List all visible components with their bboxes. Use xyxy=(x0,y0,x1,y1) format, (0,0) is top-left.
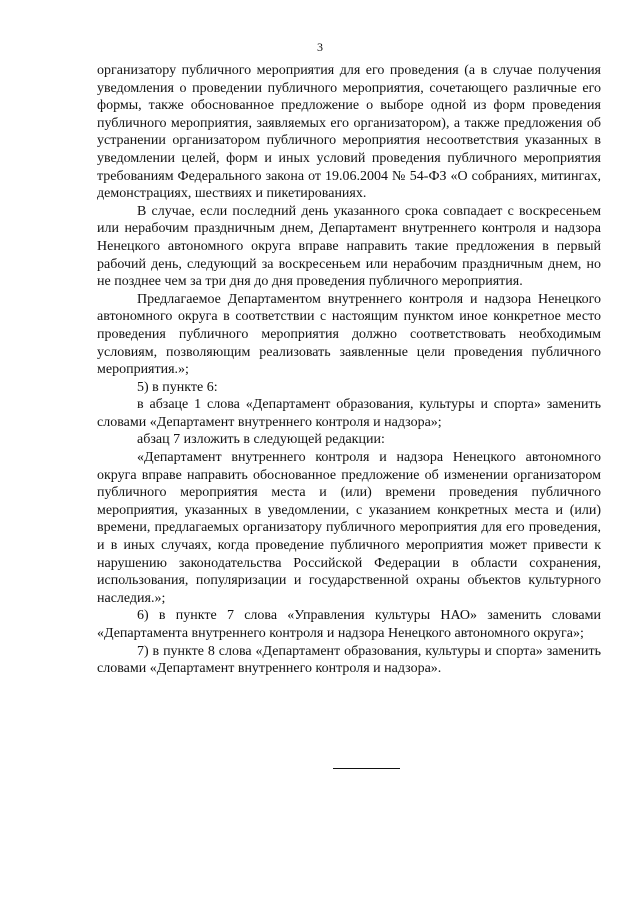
paragraph-deadline: В случае, если последний день указанного срока совпадает с воскресеньем или нерабочим праздничным днем, Департамент внутреннего контроля и надзора Ненецкого автономного округа вправе направить такие предложения в первый рабочий день, следующий за воскресеньем или нерабочим праздничным днем, но не позднее чем за три дня до дня проведения публичного мероприятия. xyxy=(97,203,601,290)
paragraph-item-5: 5) в пункте 6: xyxy=(137,379,218,395)
document-body xyxy=(97,62,601,678)
paragraph-item-5-abzac-1: в абзаце 1 слова «Департамент образования, культуры и спорта» заменить словами «Департамент внутреннего контроля и надзора»; xyxy=(97,397,601,430)
paragraph-item-7: 7) в пункте 8 слова «Департамент образования, культуры и спорта» заменить словами «Департамент внутреннего контроля и надзора». xyxy=(97,643,601,677)
paragraph-alternative-place: Предлагаемое Департаментом внутреннего контроля и надзора Ненецкого автономного округа в соответствии с настоящим пунктом иное конкретное место проведения публичного мероприятия должно соответствовать необходимым условиям, позволяющим реализовать заявленные цели проведения публичного мероприятия.»; xyxy=(97,291,601,378)
paragraph-item-6: 6) в пункте 7 слова «Управления культуры НАО» заменить словами «Департамента внутреннего контроля и надзора Ненецкого автономного округа»; xyxy=(97,608,601,641)
paragraph-item-5-abzac-7: абзац 7 изложить в следующей редакции: xyxy=(137,432,385,448)
end-divider-line xyxy=(333,768,400,769)
paragraph-new-wording: «Департамент внутреннего контроля и надзора Ненецкого автономного округа вправе направить обоснованное предложение об изменении организатором публичного мероприятия места и (или) времени проведения публичного мероприятия, указанных в уведомлении, с указанием конкретных места и (или) времени, предлагаемых организатору публичного мероприятия для его проведения, и в иных случаях, когда проведение публичного мероприятия может привести к нарушению законодательства Российской Федерации в области сохранения, использования, популяризации и государственной охраны объектов культурного наследия.»; xyxy=(97,450,601,606)
paragraph-continuation: организатору публичного мероприятия для его проведения (а в случае получения уведомления о проведении публичного мероприятия, сочетающего различные его формы, также обоснованное предложение о выборе одной из форм проведения публичного мероприятия, заявляемых его организатором), а также предложения об устранении организатором публичного мероприятия несоответствия указанных в уведомлении целей, форм и иных условий проведения публичного мероприятия требованиям Федерального закона от 19.06.2004 № 54-ФЗ «О собраниях, митингах, демонстрациях, шествиях и пикетированиях. xyxy=(97,63,601,202)
page-number: 3 xyxy=(317,40,323,54)
